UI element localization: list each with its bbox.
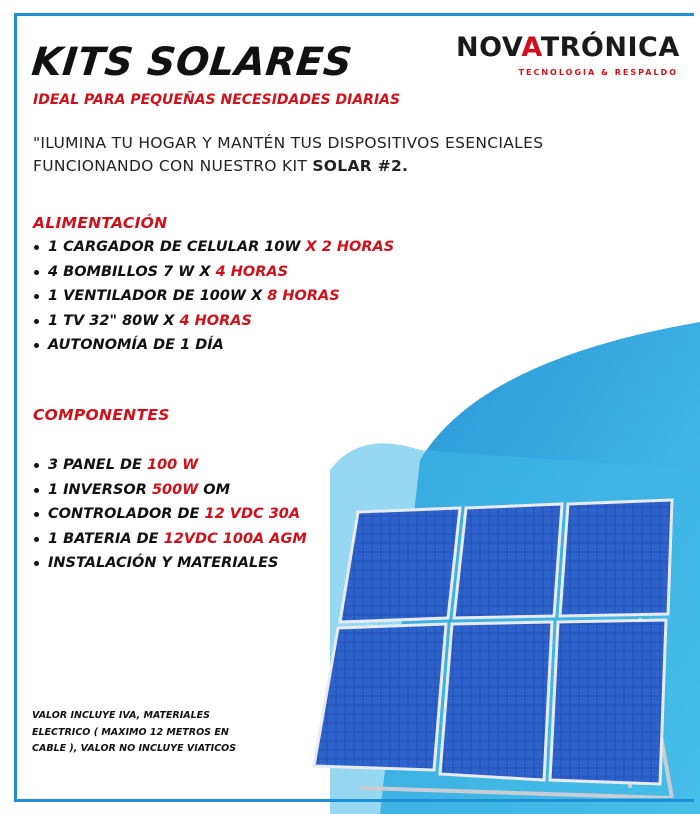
- alimentacion-item: 1 VENTILADOR DE 100W X 8 HORAS: [20, 284, 394, 309]
- page-title: KITS SOLARES: [29, 40, 355, 85]
- componentes-item: 1 BATERIA DE 12VDC 100A AGM: [20, 527, 307, 552]
- alimentacion-item: 1 TV 32" 80W X 4 HORAS: [20, 309, 394, 334]
- alimentacion-list: [20, 235, 394, 358]
- componentes-item: CONTROLADOR DE 12 VDC 30A: [20, 502, 307, 527]
- brand-logo: [456, 32, 682, 82]
- intro-text: "ILUMINA TU HOGAR Y MANTÉN TUS DISPOSITIVOS ESENCIALES FUNCIONANDO CON NUESTRO KIT SOLAR #2.: [33, 134, 544, 175]
- alimentacion-item: 1 CARGADOR DE CELULAR 10W X 2 HORAS: [20, 235, 394, 260]
- alimentacion-item: AUTONOMÍA DE 1 DÍA: [20, 333, 394, 358]
- componentes-title: COMPONENTES: [33, 406, 170, 424]
- brand-name: NOVATRÓNICA: [456, 32, 680, 63]
- alimentacion-item: 4 BOMBILLOS 7 W X 4 HORAS: [20, 260, 394, 285]
- componentes-item: 3 PANEL DE 100 W: [20, 453, 307, 478]
- page-subtitle: IDEAL PARA PEQUEÑAS NECESIDADES DIARIAS: [33, 92, 401, 108]
- brand-tagline: TECNOLOGIA & RESPALDO: [518, 68, 678, 77]
- componentes-list: [20, 453, 307, 576]
- solar-panels-image: [300, 498, 700, 798]
- componentes-item: INSTALACIÓN Y MATERIALES: [20, 551, 307, 576]
- alimentacion-title: ALIMENTACIÓN: [33, 214, 168, 232]
- componentes-item: 1 INVERSOR 500W OM: [20, 478, 307, 503]
- price-note: VALOR INCLUYE IVA, MATERIALES ELECTRICO ( MAXIMO 12 METROS EN CABLE ), VALOR NO INCLUYE VIATICOS: [32, 710, 237, 754]
